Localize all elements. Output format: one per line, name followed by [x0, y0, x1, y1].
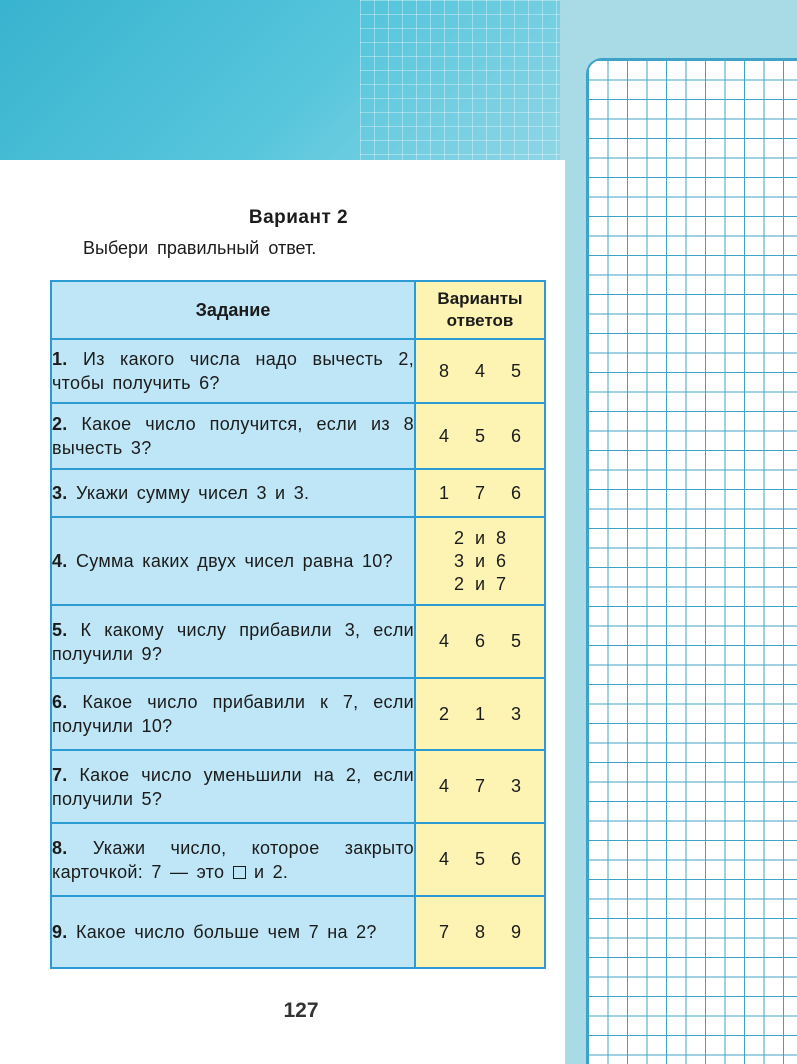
header-answers-line1: Варианты — [437, 289, 523, 308]
table-row — [51, 339, 545, 403]
task-cell — [51, 403, 415, 469]
answer-option[interactable]: 4 — [438, 849, 449, 869]
answer-option[interactable]: 5 — [510, 631, 521, 651]
task-number: 4. — [52, 551, 68, 571]
table-row — [51, 896, 545, 968]
task-number: 3. — [52, 483, 68, 503]
answer-option[interactable]: 4 — [438, 776, 449, 796]
answer-option[interactable]: 5 — [510, 360, 521, 381]
banner-grid-pattern — [360, 0, 560, 160]
answer-option[interactable]: 1 — [474, 703, 485, 724]
task-text: Укажи сумму чисел 3 и 3. — [75, 483, 310, 503]
squared-paper-panel — [586, 58, 797, 1064]
task-text: Сумма каких двух чисел равна 10? — [75, 551, 393, 571]
answer-option[interactable]: 6 — [510, 482, 521, 503]
page-number: 127 — [262, 985, 340, 1045]
answer-options — [415, 517, 545, 605]
task-cell — [51, 339, 415, 403]
table-row — [51, 403, 545, 469]
task-number: 2. — [52, 414, 68, 434]
table-row — [51, 678, 545, 750]
answer-option[interactable]: 9 — [510, 921, 521, 942]
answer-option[interactable]: 4 — [438, 631, 449, 651]
answer-options — [415, 605, 545, 678]
answer-option[interactable]: 7 — [438, 921, 449, 942]
table-row — [51, 823, 545, 896]
task-text-before: Укажи число, которое закрыто карточкой: 7 — это — [52, 837, 414, 882]
task-text-after: и 2. — [253, 861, 289, 882]
variant-title: Вариант 2 — [248, 207, 349, 228]
task-number: 6. — [52, 692, 68, 712]
answer-option[interactable]: 2 и 8 — [453, 527, 507, 548]
header-answers — [415, 281, 545, 339]
answer-option[interactable]: 5 — [474, 849, 485, 869]
blank-card-box-icon — [233, 866, 246, 879]
task-cell — [51, 750, 415, 823]
header-task: Задание — [51, 281, 415, 339]
task-cell — [51, 605, 415, 678]
task-text: К какому числу прибавили 3, если получили 9? — [52, 619, 414, 664]
task-text: Какое число уменьшили на 2, если получили 5? — [52, 764, 414, 809]
answer-option[interactable]: 1 — [438, 482, 449, 503]
answer-option[interactable]: 2 и 7 — [453, 573, 507, 594]
task-number: 1. — [52, 349, 68, 369]
task-text: Какое число прибавили к 7, если получили 10? — [52, 692, 414, 736]
answer-option[interactable]: 3 — [510, 703, 521, 724]
table-header-row — [51, 281, 545, 339]
answer-option[interactable]: 4 — [438, 425, 449, 446]
answer-option[interactable]: 3 и 6 — [453, 550, 507, 571]
answer-options — [415, 896, 545, 968]
task-number: 8. — [52, 837, 68, 858]
answer-option[interactable]: 6 — [474, 631, 485, 651]
table-row — [51, 605, 545, 678]
answer-option[interactable]: 8 — [474, 921, 485, 942]
answer-options — [415, 823, 545, 896]
task-cell — [51, 823, 415, 896]
task-cell — [51, 469, 415, 517]
answer-option[interactable]: 6 — [510, 425, 521, 446]
task-number: 5. — [52, 619, 68, 640]
answer-options — [415, 750, 545, 823]
answer-option[interactable]: 6 — [510, 849, 521, 869]
table-row — [51, 517, 545, 605]
header-answers-line2: ответов — [446, 311, 514, 330]
task-text: Какое число больше чем 7 на 2? — [75, 922, 377, 942]
table-row — [51, 750, 545, 823]
answer-option[interactable]: 7 — [474, 482, 485, 503]
task-number: 9. — [52, 922, 68, 942]
task-cell — [51, 517, 415, 605]
answer-option[interactable]: 4 — [474, 360, 485, 381]
task-cell — [51, 896, 415, 968]
task-number: 7. — [52, 764, 68, 785]
answer-option[interactable]: 8 — [438, 360, 449, 381]
page-content — [0, 160, 565, 1064]
answer-options — [415, 339, 545, 403]
task-text: Какое число получится, если из 8 вычесть 3? — [52, 414, 414, 458]
answer-options — [415, 469, 545, 517]
table-row — [51, 469, 545, 517]
answer-options — [415, 678, 545, 750]
task-cell — [51, 678, 415, 750]
answer-options — [415, 403, 545, 469]
answer-option[interactable]: 2 — [438, 703, 449, 724]
answer-option[interactable]: 3 — [510, 776, 521, 796]
answer-option[interactable]: 7 — [474, 776, 485, 796]
quiz-table — [50, 280, 546, 969]
task-text: Из какого числа надо вычесть 2, чтобы получить 6? — [52, 349, 414, 393]
answer-option[interactable]: 5 — [474, 425, 485, 446]
instruction-text: Выбери правильный ответ. — [83, 238, 317, 258]
